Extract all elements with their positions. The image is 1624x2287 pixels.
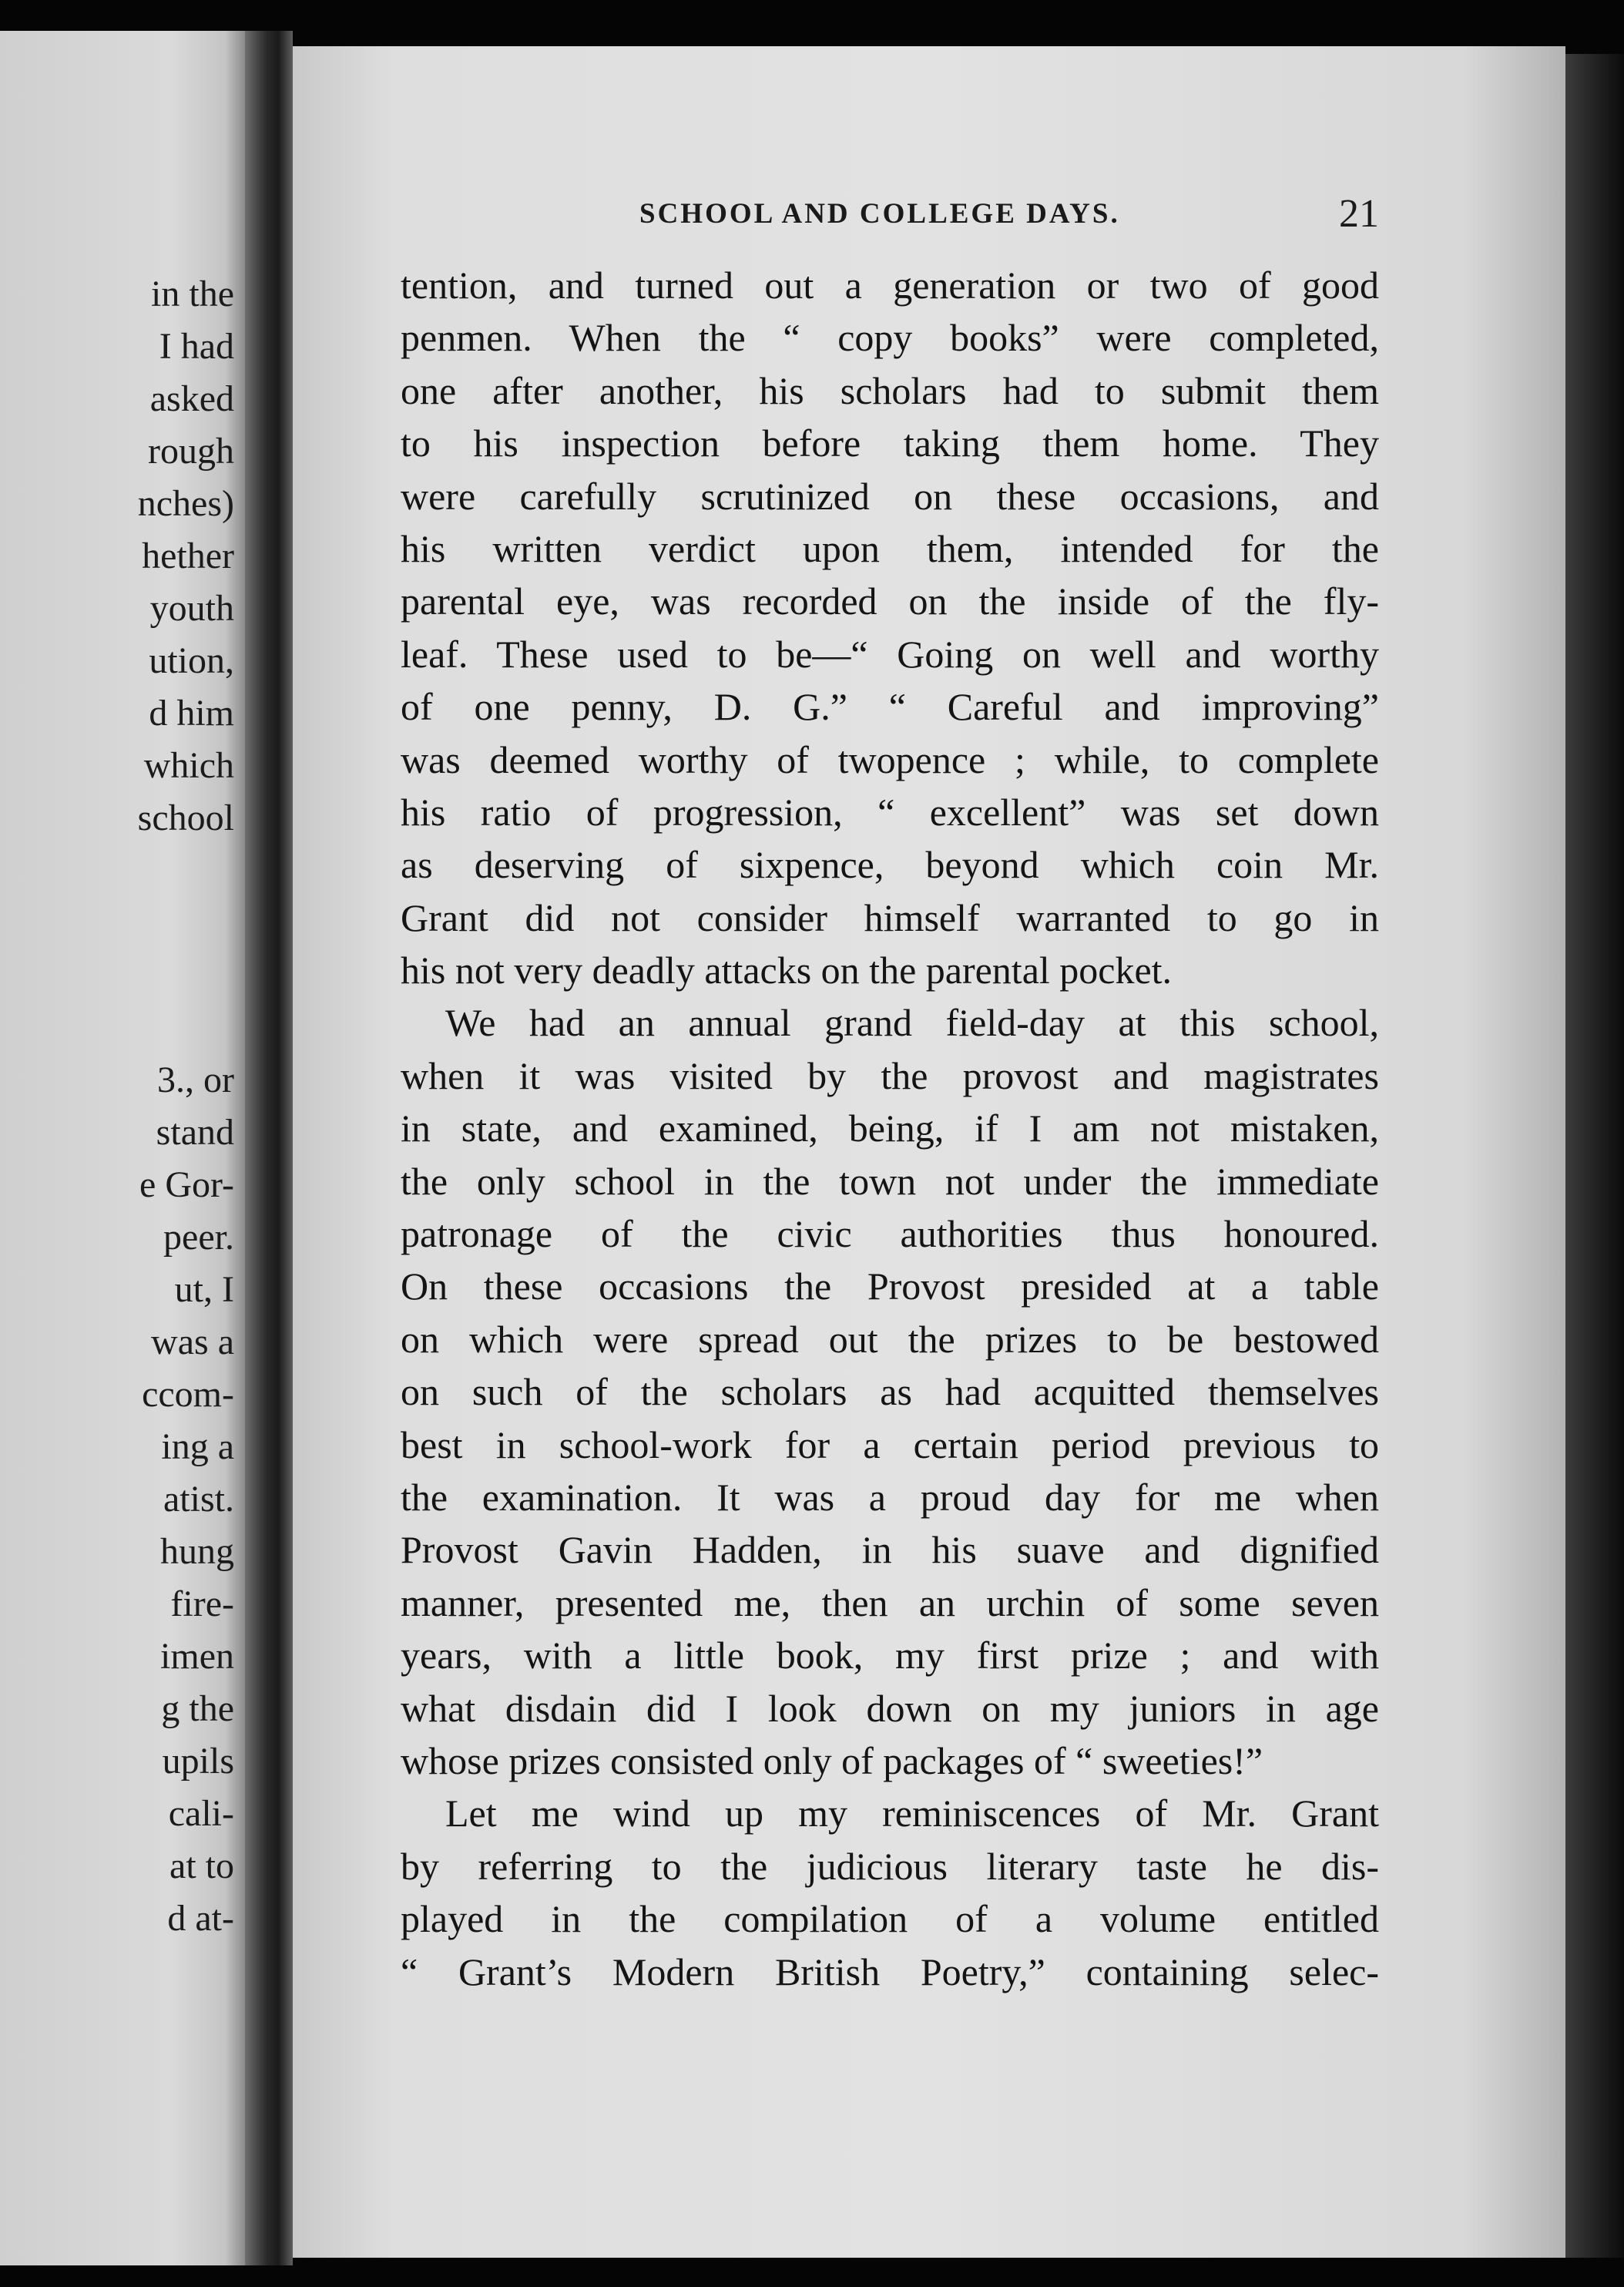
facing-page-line: imen [160,1636,234,1677]
text-line: the only school in the town not under the immediate [401,1159,1379,1203]
facing-page-text [138,268,234,1945]
facing-page-line: rough [148,431,234,472]
page-body-text [401,259,1379,1998]
facing-page-line: ccom- [142,1374,234,1415]
text-line: best in school-work for a certain period previous to [401,1422,1379,1466]
facing-page-line: d him [149,693,234,734]
page-header [639,191,1379,245]
facing-page-line: cali- [168,1793,234,1834]
text-line: Let me wind up my reminiscences of Mr. Grant [445,1792,1379,1835]
facing-page-line: was a [151,1321,234,1362]
text-line: his not very deadly attacks on the parental pocket. [401,949,1173,992]
facing-page-line: asked [149,378,234,419]
text-line: Grant did not consider himself warranted to go in [401,895,1379,939]
text-line: what disdain did I look down on my juniors in age [401,1686,1379,1730]
facing-page-line: at to [169,1845,234,1886]
text-line: played in the compilation of a volume entitled [401,1897,1379,1941]
facing-page-line: youth [149,588,234,629]
text-line: On these occasions the Provost presided at a table [401,1264,1379,1308]
text-line: patronage of the civic authorities thus honoured. [401,1212,1379,1256]
text-line: whose prizes consisted only of packages of “ sweeties!” [401,1738,1263,1782]
facing-page-fragment [0,31,245,2265]
text-line: manner, presented me, then an urchin of some seven [401,1580,1379,1624]
text-line: were carefully scrutinized on these occasions, and [401,474,1379,518]
facing-page-line: in the [151,274,234,314]
text-line: on such of the scholars as had acquitted themselves [401,1370,1379,1414]
text-line: was deemed worthy of twopence ; while, to complete [401,737,1379,781]
text-line: “ Grant’s Modern British Poetry,” containing selec- [401,1949,1379,1993]
facing-page-line: I had [159,326,234,367]
running-head: SCHOOL AND COLLEGE DAYS. [639,198,1120,230]
text-line: of one penny, D. G.” “ Careful and improving” [401,685,1379,729]
text-line: the examination. It was a proud day for me when [401,1475,1379,1519]
text-line: to his inspection before taking them home. They [401,421,1379,465]
text-line: when it was visited by the provost and magistrates [401,1053,1379,1097]
text-line: tention, and turned out a generation or two of good [401,264,1379,307]
facing-page-line: ut, I [174,1269,234,1310]
facing-page-line: which [143,745,234,786]
text-line: parental eye, was recorded on the inside of the fly- [401,579,1379,623]
text-line: by referring to the judicious literary taste he dis- [401,1844,1379,1888]
facing-page-line: ution, [149,640,234,681]
text-line: leaf. These used to be—“ Going on well and worthy [401,632,1379,676]
book-gutter [245,31,293,2265]
text-line: his ratio of progression, “ excellent” was set down [401,790,1379,834]
facing-page-line: fire- [170,1583,234,1624]
facing-page-line: upils [162,1741,234,1782]
facing-page-line: stand [156,1112,234,1153]
text-line: as deserving of sixpence, beyond which coin Mr. [401,843,1379,887]
facing-page-line: school [137,798,234,838]
facing-page-line: hung [160,1531,234,1572]
page-edge-shadow [1565,54,1624,2258]
facing-page-line: peer. [163,1217,234,1258]
facing-page-gap [138,845,234,1054]
text-line: his written verdict upon them, intended for the [401,526,1379,570]
text-line: in state, and examined, being, if I am not mistaken, [401,1107,1379,1150]
facing-page-line: 3., or [157,1060,234,1100]
facing-page-line: d at- [167,1898,234,1939]
facing-page-line: e Gor- [139,1164,234,1205]
facing-page-line: ing a [161,1426,234,1467]
text-line: penmen. When the “ copy books” were completed, [401,316,1379,360]
text-line: We had an annual grand field-day at this school, [445,1001,1379,1045]
text-line: one after another, his scholars had to submit them [401,368,1379,412]
text-line: on which were spread out the prizes to be bestowed [401,1317,1379,1361]
text-line: Provost Gavin Hadden, in his suave and dignified [401,1528,1379,1572]
facing-page-line: hether [142,536,234,576]
facing-page-line: g the [161,1688,234,1729]
text-line: years, with a little book, my first prize ; and with [401,1634,1379,1677]
page-number: 21 [1339,192,1379,236]
facing-page-line: atist. [163,1479,234,1520]
facing-page-line: nches) [137,483,234,524]
